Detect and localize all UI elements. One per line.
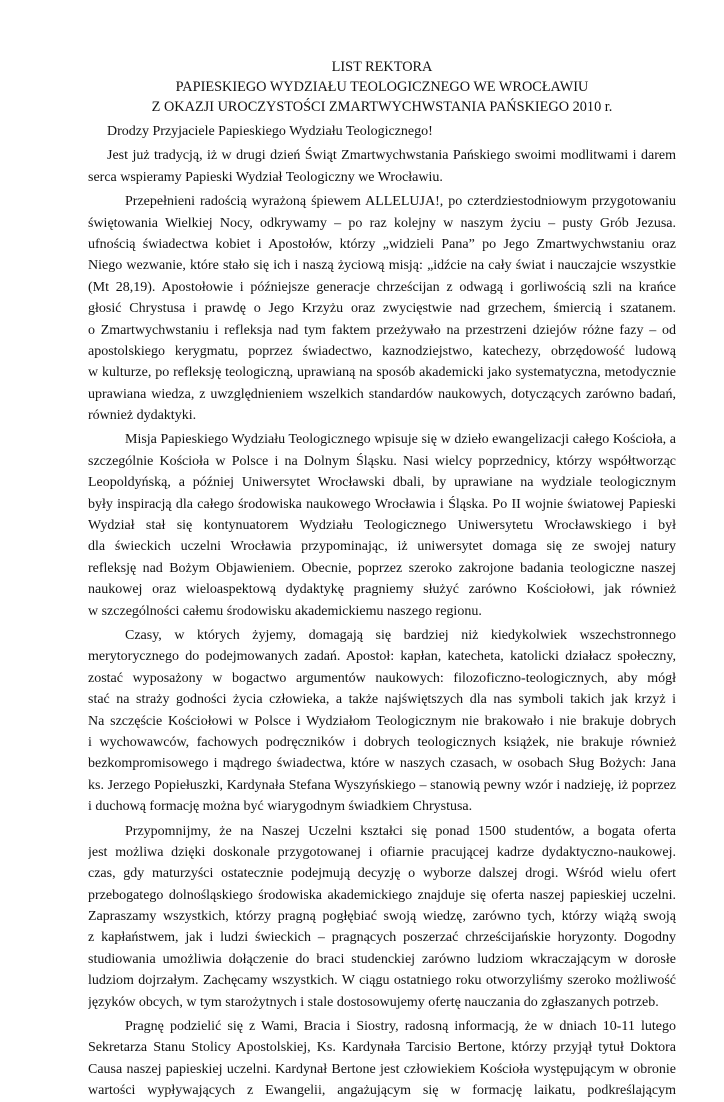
text-line: szczególnie Kościoła w Polsce i na Dolnym Śląsku. Nasi wielcy poprzednicy, którzy współtworząc	[88, 453, 676, 469]
text-line: Sekretarza Stanu Stolicy Apostolskiej, Ks. Kardynała Tarcisio Bertone, którzy przyjął tytuł Doktora	[88, 1040, 676, 1056]
text-line: ludziom dojrzałym. Zachęcamy wszystkich. W ciągu ostatniego roku otworzyliśmy szeroko możliwość	[88, 973, 676, 989]
text-line: również dydaktyki.	[88, 408, 197, 424]
text-line: naukowej oraz wieloaspektową dydaktykę pragniemy służyć zarówno Kościołowi, jak również	[88, 582, 676, 598]
text-line: Wydział stał się kontynuatorem Wydziału Teologicznego Uniwersytetu Wrocławskiego i był	[88, 518, 676, 534]
text-line: wartości wypływających z Ewangelii, angażującym się w formację laikatu, podkreślającym	[88, 1083, 676, 1099]
salutation	[88, 121, 676, 142]
paragraph	[88, 191, 676, 426]
text-line: Przypomnijmy, że na Naszej Uczelni kształci się ponad 1500 studentów, a bogata oferta	[125, 823, 676, 839]
text-line: Drodzy Przyjaciele Papieskiego Wydziału Teologicznego!	[107, 124, 433, 139]
document-page	[88, 57, 676, 1102]
text-line: Misja Papieskiego Wydziału Teologicznego wpisuje się w dzieło ewangelizacji całego Kościoła, a	[125, 432, 676, 448]
text-line: apostolskiego kerygmatu, poprzez świadectwo, kaznodziejstwo, katechezy, obrzędowość ludową	[88, 343, 676, 359]
title-line: Z OKAZJI UROCZYSTOŚCI ZMARTWYCHWSTANIA PAŃSKIEGO 2010 r.	[151, 99, 613, 115]
text-line: jest możliwa dzięki doskonale przygotowanej i ofiarnie pracującej kadrze dydaktyczno-naukowej.	[88, 844, 676, 860]
title-line: PAPIESKIEGO WYDZIAŁU TEOLOGICZNEGO WE WROCŁAWIU	[175, 79, 589, 95]
text-line: Jest już tradycją, iż w drugi dzień Świąt Zmartwychwstania Pańskiego swoimi modlitwami i darem	[107, 148, 676, 164]
paragraph	[88, 145, 676, 188]
text-line: ufnością świadectwa kobiet i Apostołów, którzy „widzieli Pana” po Jego Zmartwychwstaniu oraz	[88, 236, 676, 252]
paragraph	[88, 821, 676, 1014]
letter-body	[88, 121, 676, 1102]
text-line: w szczególności całemu środowisku akademickiemu naszego regionu.	[88, 603, 482, 619]
text-line: Czasy, w których żyjemy, domagają się bardziej niż kiedykolwiek wszechstronnego	[125, 627, 676, 643]
text-line: Na szczęście Kościołowi w Polsce i Wydziałom Teologicznym nie brakowało i nie brakuje dobrych	[88, 713, 676, 729]
text-line: i wychowawców, fachowych podręczników i dobrych teologicznych książek, nie brakuje również	[88, 734, 676, 750]
text-line: ks. Jerzego Popiełuszki, Kardynała Stefana Wyszyńskiego – stanowią pewny wzór i nadzieję, iż poprzez	[88, 777, 676, 793]
text-line: studiowania umożliwia dołączenie do braci studenckiej zarówno ludziom wkraczającym w dorosłe	[88, 951, 676, 967]
text-line: w kulturze, po refleksję teologiczną, uprawianą na sposób akademicki jako systematyczna, metodycznie	[88, 365, 676, 381]
text-line: refleksję nad Bożym Objawieniem. Obecnie, poprzez szeroko zakrojone badania teologiczne naszej	[88, 560, 676, 576]
paragraph	[88, 625, 676, 818]
text-line: przebogatego dolnośląskiego środowiska akademickiego znajduje się oferta naszej papieskiej uczelni.	[88, 887, 676, 903]
letter-title	[88, 57, 676, 117]
text-line: Zapraszamy wszystkich, którzy pragną pogłębiać swoją wiedzę, zarówno tych, którzy wiążą swoją	[88, 909, 676, 925]
text-line: merytorycznego do podejmowanych zadań. Apostoł: kapłan, katecheta, katolicki działacz społeczny,	[88, 649, 676, 665]
text-line: Leopoldyńską, a później Uniwersytet Wrocławski dbali, by uprawiane na wydziale teologicznym	[88, 475, 676, 491]
text-line: głosić Chrystusa i prawdę o Jego Krzyżu oraz zwycięstwie nad grzechem, śmiercią i szatanem.	[88, 301, 676, 317]
text-line: serca wspieramy Papieski Wydział Teologiczny we Wrocławiu.	[88, 169, 443, 185]
text-line: języków obcych, w tym starożytnych i stale dostosowujemy ofertę nauczania do zgłaszanych potrzeb.	[88, 994, 659, 1010]
text-line: stać na straży godności życia człowieka, a także najświętszych dla nas symboli takich jak krzyż i	[88, 692, 676, 708]
text-line: Niego wezwanie, które stało się ich i naszą życiową misją: „idźcie na cały świat i nauczajcie wszystkie	[88, 258, 676, 274]
paragraph	[88, 429, 676, 622]
text-line: Pragnę podzielić się z Wami, Bracia i Siostry, radosną informacją, że w dniach 10-11 lutego	[125, 1019, 676, 1035]
text-line: (Mt 28,19). Apostołowie i późniejsze generacje chrześcijan z odwagą i gorliwością szli na krańce	[88, 279, 676, 295]
text-line: uprawiana wiedza, z uwzględnieniem wszelkich standardów naukowych, dotyczących zarówno badań,	[88, 386, 676, 402]
text-line: o Zmartwychwstaniu i refleksja nad tym faktem przeżywało na przestrzeni dziejów różne fazy – od	[88, 322, 676, 338]
title-line: LIST REKTORA	[331, 59, 433, 75]
text-line: czas, gdy maturzyści ostatecznie podejmują decyzję o wyborze dalszej drogi. Wśród wielu ofert	[88, 866, 676, 882]
text-line: i duchową formację można być wiarygodnym świadkiem Chrystusa.	[88, 799, 473, 815]
text-line: świętowania Wielkiej Nocy, odkrywamy – po raz kolejny w naszym życiu – pusty Grób Jezusa.	[88, 215, 676, 231]
text-line: Przepełnieni radością wyrażoną śpiewem ALLELUJA!, po czterdziestodniowym przygotowaniu	[125, 194, 676, 210]
text-line: zostać wyposażony w bogactwo argumentów naukowych: filozoficzno-teologicznych, aby mógł	[88, 670, 676, 686]
text-line: z kapłaństwem, jak i ludzi świeckich – pragnących poszerzać chrześcijańskie horyzonty. Dogodny	[88, 930, 676, 946]
text-line: były inspiracją dla całego środowiska naukowego Wrocławia i Śląska. Po II wojnie światowej Papieski	[88, 496, 676, 512]
paragraph	[88, 1016, 676, 1102]
text-line: dla świeckich uczelni Wrocławia przypominając, iż uniwersytet domaga się ze swojej natury	[88, 539, 676, 555]
text-line: Causa naszej papieskiej uczelni. Kardynał Bertone jest człowiekiem Kościoła występującym w obronie	[88, 1061, 676, 1077]
text-line: bezkompromisowego i mądrego świadectwa, które w naszych czasach, w osobach Sług Bożych: Jana	[88, 756, 676, 772]
